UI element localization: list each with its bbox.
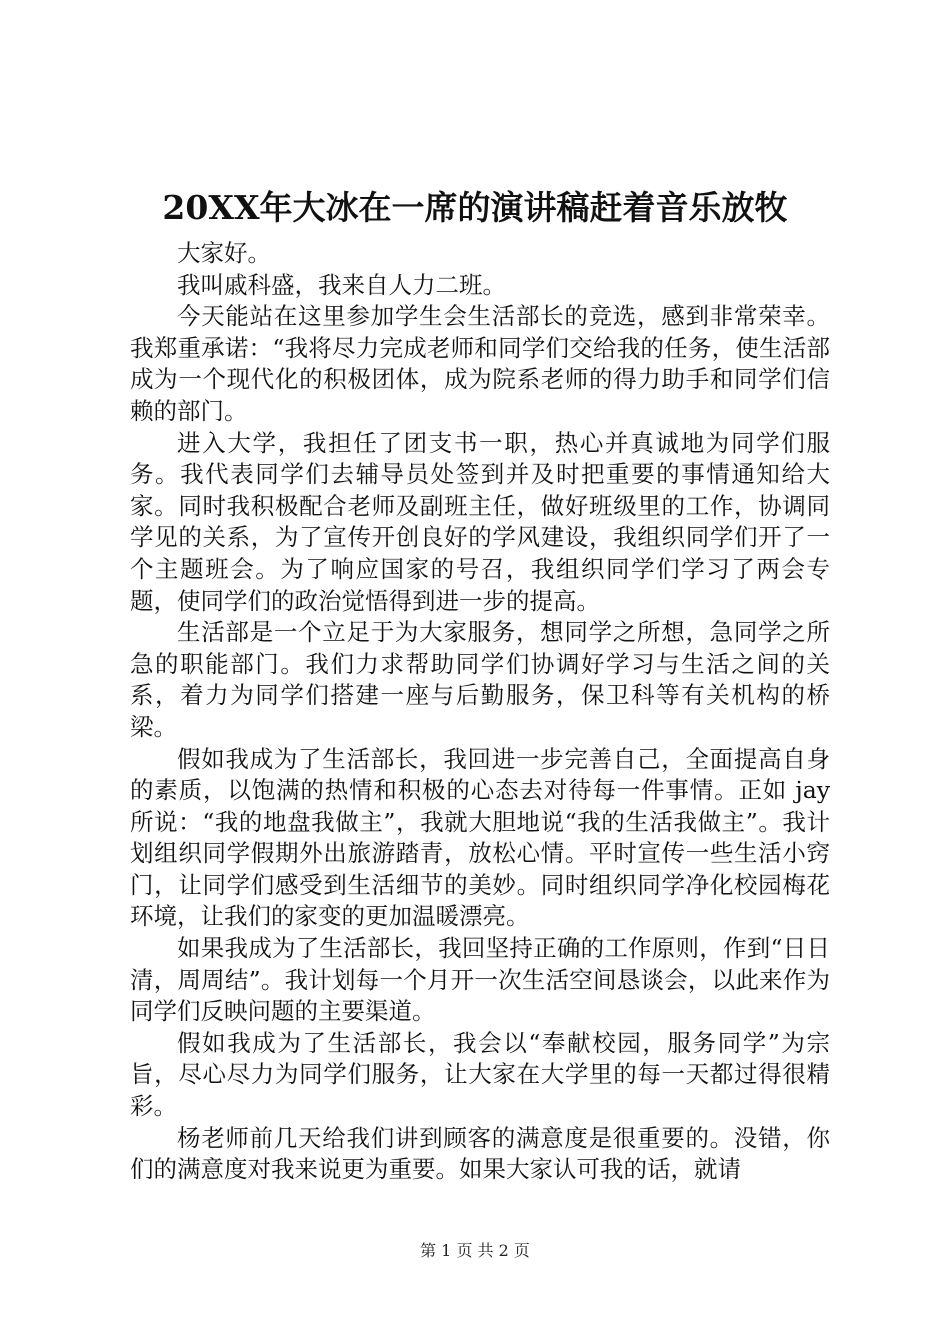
page-footer: 第 1 页 共 2 页 (420, 1241, 530, 1260)
paragraph-honor: 今天能站在这里参加学生会生活部长的竞选，感到非常荣幸。我郑重承诺：“我将尽力完成老师和同学们交给我的任务，使生活部成为一个现代化的积极团体，成为院系老师的得力助手和同学们信赖的部门。 (130, 302, 830, 425)
paragraph-plan-three: 假如我成为了生活部长，我会以“奉献校园，服务同学”为宗旨，尽心尽力为同学们服务，让大家在大学里的每一天都过得很精彩。 (130, 1028, 830, 1121)
paragraph-greeting: 大家好。 (177, 239, 271, 267)
paragraph-closing: 杨老师前几天给我们讲到顾客的满意度是很重要的。没错，你们的满意度对我来说更为重要。如果大家认可我的话，就请 (130, 1123, 830, 1184)
paragraph-plan-two: 如果我成为了生活部长，我回坚持正确的工作原则，作到“日日清，周周结”。我计划每一个月开一次生活空间恳谈会，以此来作为同学们反映问题的主要渠道。 (130, 934, 830, 1026)
paragraph-plan-one: 假如我成为了生活部长，我回进一步完善自己，全面提高自身的素质，以饱满的热情和积极的心态去对待每一件事情。正如 jay 所说：“我的地盘我做主”，我就大胆地说“我的生活我做主”。我计划组织同学假期外出旅游踏青，放松心情。平时宣传一些生活小窍门，让同学们感受到生活细节的美妙。同时组织同学净化校园梅花环境，让我们的家变的更加温暖漂亮。 (130, 744, 830, 931)
paragraph-department-role: 生活部是一个立足于为大家服务，想同学之所想，急同学之所急的职能部门。我们力求帮助同学们协调好学习与生活之间的关系，着力为同学们搭建一座与后勤服务，保卫科等有关机构的桥梁。 (130, 618, 830, 741)
paragraph-experience: 进入大学，我担任了团支书一职，热心并真诚地为同学们服务。我代表同学们去辅导员处签到并及时把重要的事情通知给大家。同时我积极配合老师及副班主任，做好班级里的工作，协调同学见的关系，为了宣传开创良好的学风建设，我组织同学们开了一个主题班会。为了响应国家的号召，我组织同学们学习了两会专题，使同学们的政治觉悟得到进一步的提高。 (130, 428, 830, 615)
document-body (130, 238, 830, 1186)
document-title: 20XX年大冰在一席的演讲稿赶着音乐放牧 (162, 188, 788, 227)
paragraph-introduction: 我叫戚科盛，我来自人力二班。 (177, 270, 506, 299)
